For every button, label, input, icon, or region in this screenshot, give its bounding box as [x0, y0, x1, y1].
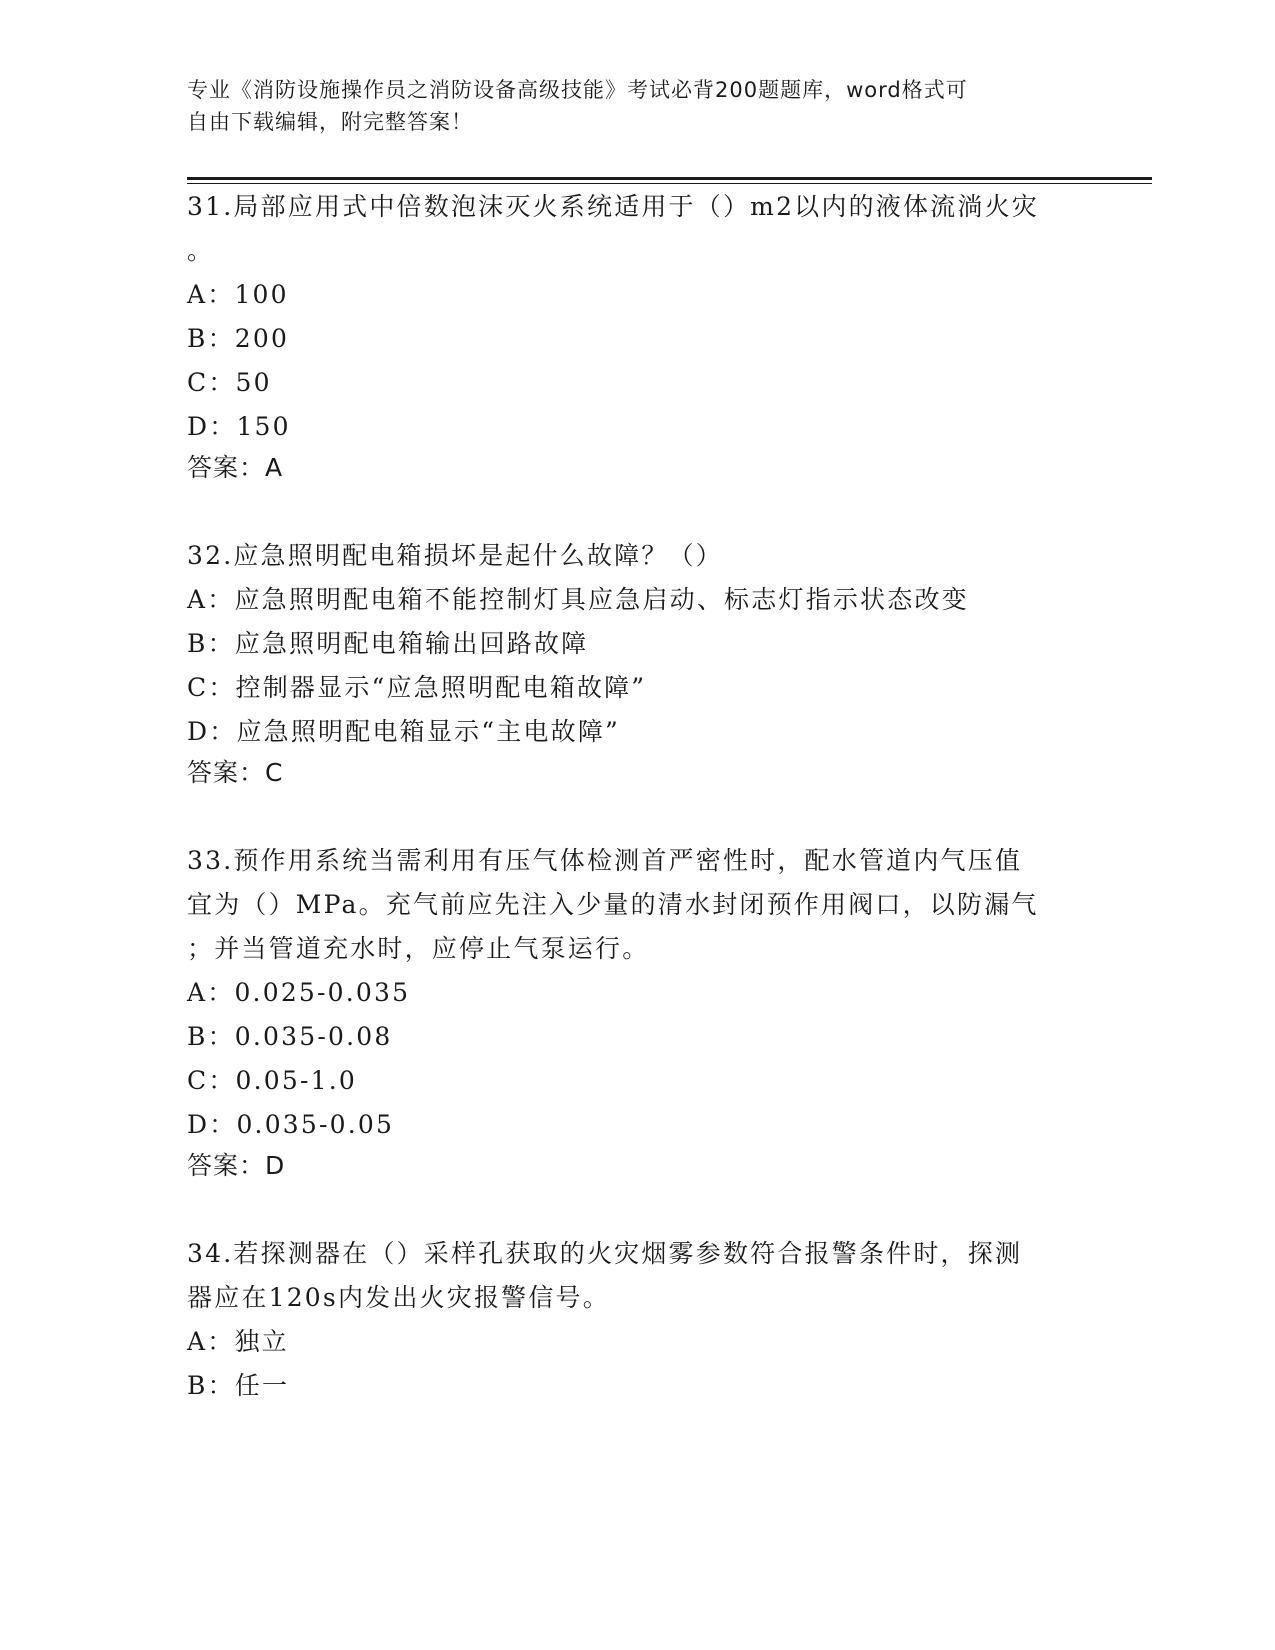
question-32-stem-line-1: 32.应急照明配电箱损坏是起什么故障？（）: [187, 541, 723, 570]
document-header: [187, 74, 1067, 138]
question-32-answer: 答案：C: [187, 758, 284, 787]
question-32-option-a: A：应急照明配电箱不能控制灯具应急启动、标志灯指示状态改变: [187, 585, 969, 614]
question-31-option-c: C：50: [187, 368, 272, 397]
question-33-option-d: D：0.035-0.05: [187, 1110, 395, 1139]
header-divider-thin: [187, 183, 1152, 184]
question-32-option-b: B：应急照明配电箱输出回路故障: [187, 629, 589, 658]
question-31-option-a: A：100: [187, 280, 289, 309]
header-line-1: 专业《消防设施操作员之消防设备高级技能》考试必背200题题库，word格式可: [187, 78, 968, 102]
question-34-stem-line-1: 34.若探测器在（）采样孔获取的火灾烟雾参数符合报警条件时，探测: [187, 1239, 1023, 1268]
question-31-stem-line-2: 。: [187, 236, 215, 265]
header-divider-thick: [187, 177, 1152, 180]
question-32-option-c: C：控制器显示“应急照明配电箱故障”: [187, 673, 647, 702]
question-33-option-b: B：0.035-0.08: [187, 1022, 393, 1051]
question-31-option-d: D：150: [187, 412, 291, 441]
question-31-option-b: B：200: [187, 324, 290, 353]
question-33-option-a: A：0.025-0.035: [187, 978, 411, 1007]
question-33-stem-line-1: 33.预作用系统当需利用有压气体检测首严密性时，配水管道内气压值: [187, 846, 1023, 875]
question-34-stem-line-2: 器应在120s内发出火灾报警信号。: [187, 1283, 610, 1312]
question-33-answer: 答案：D: [187, 1151, 286, 1180]
question-34-option-b: B：任一: [187, 1371, 290, 1400]
question-31-answer: 答案：A: [187, 453, 284, 482]
question-31-stem-line-1: 31.局部应用式中倍数泡沫灭火系统适用于（）m2以内的液体流淌火灾: [187, 192, 1039, 221]
header-line-2: 自由下载编辑，附完整答案！: [187, 110, 473, 134]
question-33-option-c: C：0.05-1.0: [187, 1066, 357, 1095]
question-33-stem-line-3: ；并当管道充水时，应停止气泵运行。: [187, 934, 650, 963]
question-32-option-d: D：应急照明配电箱显示“主电故障”: [187, 717, 621, 746]
question-33-stem-line-2: 宜为（）MPa。充气前应先注入少量的清水封闭预作用阀口，以防漏气: [187, 890, 1039, 919]
question-34-option-a: A：独立: [187, 1327, 289, 1356]
